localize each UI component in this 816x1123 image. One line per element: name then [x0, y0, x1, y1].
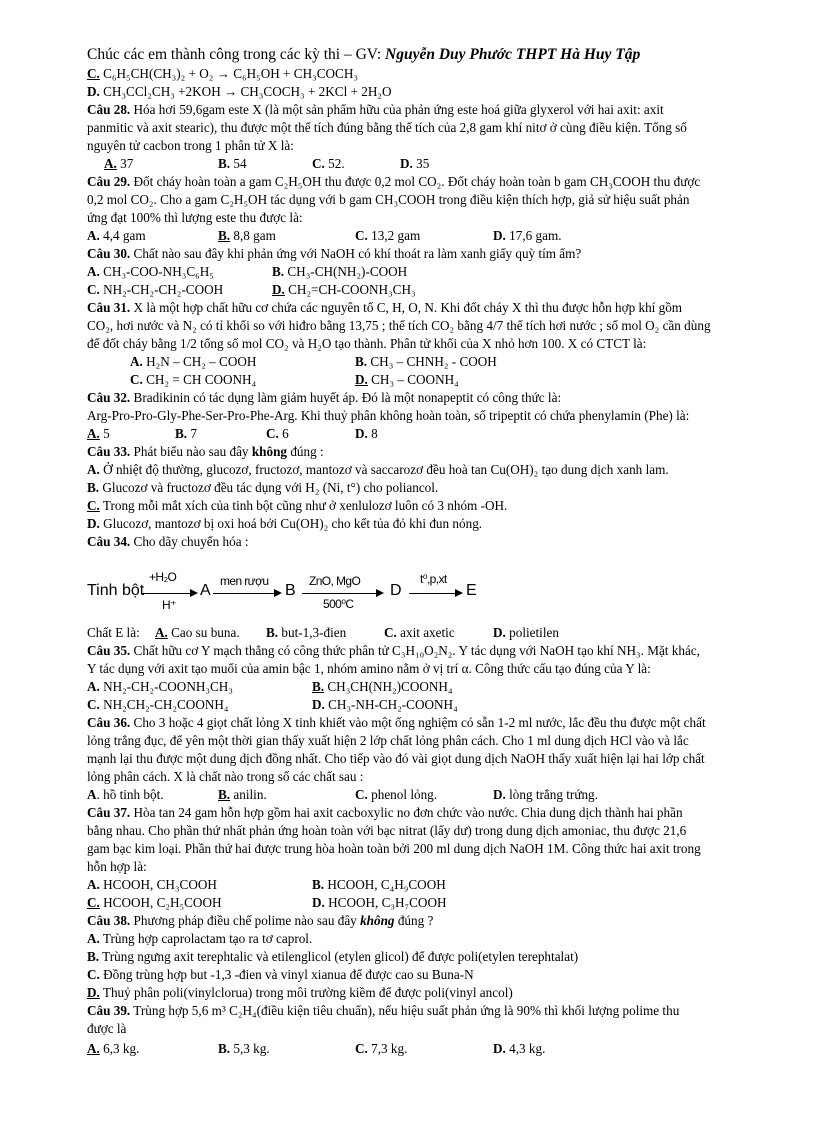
- q30-option-d: [272, 281, 416, 298]
- option-text: CH₃ – COONH₄: [367, 372, 459, 387]
- option-label: A.: [104, 156, 117, 171]
- q39-stem-line2: được là: [87, 1021, 127, 1036]
- q32-option-d: [355, 425, 378, 442]
- answer-prefix: Chất E là:: [87, 625, 140, 640]
- q28-option-d: [400, 155, 429, 172]
- option-text: CH₃ – CHNH₂ - COOH: [367, 354, 497, 369]
- option-label: B.: [266, 625, 279, 640]
- option-text: Trong mỗi mắt xích của tinh bột cũng như ở xenlulozơ luôn có 3 nhóm -OH.: [99, 498, 508, 513]
- option-label: D.: [355, 426, 368, 441]
- q31-option-c: [130, 371, 256, 388]
- arrow-right-icon: [213, 593, 280, 594]
- question-label: Câu 31.: [87, 300, 131, 315]
- option-text: CH₃CCl₂CH₃ +2KOH → CH₃COCH₃ + 2KCl + 2H₂O: [99, 84, 392, 99]
- option-text: 5,3 kg.: [230, 1041, 270, 1056]
- scheme-node-b: B: [285, 582, 296, 599]
- stem-line: Hòa tan 24 gam hỗn hợp gồm hai axit cacboxylic no đơn chức vào nước. Chia dung dịch thành hai phần: [130, 805, 683, 820]
- stem-line: Đốt cháy hoàn toàn a gam C₂H₅OH thu được 0,2 mol CO₂. Đốt cháy hoàn toàn b gam CH₃COOH thu được: [130, 174, 701, 189]
- q28-stem: [87, 101, 664, 118]
- option-label: C.: [355, 1041, 368, 1056]
- option-text: Cao su buna.: [167, 625, 240, 640]
- q36-option-a: [87, 786, 164, 803]
- q28-stem-line3: nguyên tử cacbon trong 1 phân tử X là:: [87, 138, 294, 153]
- q33-option-d: [87, 515, 482, 532]
- arrow1-condition-top: +H₂O: [149, 570, 177, 584]
- question-label: Câu 28.: [87, 102, 131, 117]
- option-text: 6: [278, 426, 289, 441]
- q35-option-a: [87, 678, 233, 695]
- stem-line: Hóa hơi 59,6gam este X (là một sản phẩm hữu của phản ứng este hoá giữa glyxerol với hai axit: axit: [130, 102, 664, 117]
- stem-text: Phương pháp điều chế polime nào sau đây: [130, 913, 361, 928]
- question-label: Câu 29.: [87, 174, 131, 189]
- q37-option-b: [312, 876, 446, 893]
- option-text: H₂N – CH₂ – COOH: [142, 354, 257, 369]
- q31-option-d: [355, 371, 459, 388]
- q38-option-d: [87, 984, 513, 1001]
- q34-stem: [87, 533, 249, 550]
- option-label: A.: [87, 931, 100, 946]
- stem-text: đúng :: [287, 444, 324, 459]
- option-text: HCOOH, C₃H₇COOH: [324, 895, 447, 910]
- option-label: B.: [218, 228, 231, 243]
- question-label: Câu 30.: [87, 246, 131, 261]
- option-text: 35: [412, 156, 430, 171]
- option-text: axit axetic: [396, 625, 455, 640]
- option-label: C.: [384, 625, 397, 640]
- option-label: B.: [175, 426, 188, 441]
- option-label: D.: [87, 84, 100, 99]
- header-author: Nguyễn Duy Phước THPT Hà Huy Tập: [385, 46, 641, 63]
- option-label: A.: [87, 426, 100, 441]
- q37-stem: [87, 804, 683, 821]
- q31-stem-line3: để đốt cháy bằng 1/2 tổng số mol CO₂ và H₂O tạo thành. Phân tử khối của X nhỏ hơn 100. X có CTCT là:: [87, 336, 647, 351]
- option-text: phenol lỏng.: [367, 787, 438, 802]
- header-text: Chúc các em thành công trong các kỳ thi – GV:: [87, 46, 385, 63]
- q33-option-c: [87, 497, 507, 514]
- scheme-node-d: D: [390, 582, 402, 599]
- q36-stem-line4: lỏng phân cách. X là chất nào trong số các chất sau :: [87, 769, 364, 784]
- option-text: 8: [367, 426, 378, 441]
- q37-option-d: [312, 894, 447, 911]
- q30-option-a: [87, 263, 214, 280]
- stem-line: Bradikinin có tác dụng làm giảm huyết áp. Đó là một nonapeptit có công thức là:: [130, 390, 562, 405]
- option-label: A.: [87, 877, 100, 892]
- q31-option-b: [355, 353, 497, 370]
- option-text: HCOOH, C₄H₉COOH: [324, 877, 446, 892]
- option-text: Ở nhiệt độ thường, glucozơ, fructozơ, mantozơ và saccarozơ đều hoà tan Cu(OH)₂ tạo dung dịch xanh lam.: [99, 462, 669, 477]
- option-text: polietilen: [505, 625, 559, 640]
- option-label: D.: [493, 625, 506, 640]
- q32-option-c: [266, 425, 289, 442]
- option-label: A.: [87, 462, 100, 477]
- q34-option-b: [266, 624, 346, 641]
- option-label: D.: [312, 697, 325, 712]
- option-text: HCOOH, CH₃COOH: [99, 877, 217, 892]
- q34-option-d: [493, 624, 559, 641]
- option-text: 5: [99, 426, 110, 441]
- option-text: but-1,3-đien: [278, 625, 347, 640]
- option-label: A.: [87, 264, 100, 279]
- q31-option-a: [130, 353, 256, 370]
- option-label: D.: [355, 372, 368, 387]
- q36-stem-line3: mạnh lại thu được một dung dịch đồng nhất. Cho tiếp vào đó vài giọt dung dịch NaOH thấy xuất hiện lại hai lớp chất: [87, 751, 705, 766]
- option-label: C.: [355, 787, 368, 802]
- option-label: B.: [218, 1041, 231, 1056]
- option-text: 8,8 gam: [230, 228, 276, 243]
- option-label: A.: [87, 1041, 100, 1056]
- q27-option-d: [87, 83, 392, 100]
- option-text: 17,6 gam.: [505, 228, 562, 243]
- stem-line: X là một hợp chất hữu cơ chứa các nguyên tố C, H, O, N. Khi đốt cháy X thì thu được hỗn hợp khí gồm: [130, 300, 683, 315]
- option-label: C.: [87, 967, 100, 982]
- q38-option-b: [87, 948, 578, 965]
- option-text: . hồ tinh bột.: [96, 787, 164, 802]
- q39-option-c: [355, 1040, 407, 1057]
- option-text: CH₃-CH(NH₂)-COOH: [284, 264, 408, 279]
- option-text: lòng trắng trứng.: [505, 787, 598, 802]
- question-label: Câu 34.: [87, 534, 131, 549]
- option-label: C.: [130, 372, 143, 387]
- q28-option-c: [312, 155, 345, 172]
- option-label: D.: [87, 985, 100, 1000]
- option-label: D.: [312, 895, 325, 910]
- option-text: NH₂-CH₂-CH₂-COOH: [99, 282, 224, 297]
- option-text: anilin.: [230, 787, 267, 802]
- option-label: B.: [355, 354, 368, 369]
- q37-option-a: [87, 876, 217, 893]
- q29-stem: [87, 173, 700, 190]
- reaction-scheme: [87, 570, 507, 620]
- question-label: Câu 33.: [87, 444, 131, 459]
- question-label: Câu 38.: [87, 913, 131, 928]
- option-text: 7,3 kg.: [367, 1041, 408, 1056]
- option-label: A.: [130, 354, 143, 369]
- q28-option-b: [218, 155, 247, 172]
- option-label: D.: [493, 1041, 506, 1056]
- q33-stem: [87, 443, 324, 460]
- q32-stem-line2: Arg-Pro-Pro-Gly-Phe-Ser-Pro-Phe-Arg. Khi thuỷ phân không hoàn toàn, số tripeptit có chứa phenylamin (Phe) là:: [87, 408, 690, 423]
- option-text: Thuỷ phân poli(vinylclorua) trong môi trường kiềm để được poli(vinyl ancol): [99, 985, 513, 1000]
- q27-option-c: [87, 65, 358, 82]
- option-label: A.: [87, 679, 100, 694]
- option-text: CH₂=CH-COONH₃CH₃: [284, 282, 416, 297]
- q28-option-a: [104, 155, 133, 172]
- option-label: D.: [272, 282, 285, 297]
- option-text: 13,2 gam: [367, 228, 421, 243]
- option-text: CH₃-NH-CH₂-COONH₄: [324, 697, 458, 712]
- q36-stem: [87, 714, 706, 731]
- q29-stem-line3: ứng đạt 100% thì lượng este thu được là:: [87, 210, 303, 225]
- q34-answers: [87, 624, 140, 641]
- q31-stem-line2: CO₂, hơi nước và N₂ có tỉ khối so với hiđro bằng 13,75 ; thể tích CO₂ bằng 4/7 thể tích hơi nước ; số mol O₂ cần dùng: [87, 318, 711, 333]
- question-label: Câu 37.: [87, 805, 131, 820]
- q36-option-b: [218, 786, 267, 803]
- q32-option-a: [87, 425, 110, 442]
- q35-stem-line2: Y tác dụng với axit tạo muối của amin bậc 1, nhóm amino nằm ở vị trí α. Công thức cấu tạo đúng của Y là:: [87, 661, 651, 676]
- q31-stem: [87, 299, 682, 316]
- option-label: C.: [355, 228, 368, 243]
- q38-option-a: [87, 930, 312, 947]
- option-text: Trùng ngưng axit terephtalic và etilenglicol (etylen glicol) để được poli(etylen terephtalat): [99, 949, 579, 964]
- option-label: B.: [87, 480, 100, 495]
- q39-option-a: [87, 1040, 139, 1057]
- option-text: Glucozơ, mantozơ bị oxi hoá bởi Cu(OH)₂ cho kết tủa đỏ khi đun nóng.: [99, 516, 483, 531]
- option-label: C.: [87, 282, 100, 297]
- q35-option-d: [312, 696, 458, 713]
- q30-option-c: [87, 281, 223, 298]
- stem-emphasis: không: [251, 444, 288, 459]
- option-text: CH₂ = CH COONH₄: [142, 372, 257, 387]
- q29-option-c: [355, 227, 420, 244]
- option-label: B.: [87, 949, 100, 964]
- option-label: B.: [312, 877, 325, 892]
- q34-option-c: [384, 624, 455, 641]
- q37-option-c: [87, 894, 222, 911]
- option-text: CH₃CH(NH₂)COONH₄: [324, 679, 453, 694]
- arrow4-condition-top: t⁰,p,xt: [420, 572, 447, 586]
- option-text: 37: [116, 156, 134, 171]
- option-label: C.: [87, 66, 100, 81]
- q37-stem-line4: hỗn hợp là:: [87, 859, 147, 874]
- stem-line: Trùng hợp 5,6 m³ C₂H₄(điều kiện tiêu chuẩn), nếu hiệu suất phản ứng là 90% thì khối lượng polime thu: [130, 1003, 680, 1018]
- option-text: 4,3 kg.: [505, 1041, 546, 1056]
- option-label: C.: [87, 697, 100, 712]
- stem-text: đúng ?: [394, 913, 434, 928]
- stem-line: Cho 3 hoặc 4 giọt chất lỏng X tinh khiết vào một ống nghiệm có sẵn 1-2 ml nước, lắc đều thu được một chất: [130, 715, 706, 730]
- q32-stem: [87, 389, 561, 406]
- q30-stem: [87, 245, 581, 262]
- option-text: 6,3 kg.: [99, 1041, 140, 1056]
- q29-option-b: [218, 227, 276, 244]
- option-label: C.: [266, 426, 279, 441]
- option-label: B.: [312, 679, 325, 694]
- q39-option-b: [218, 1040, 270, 1057]
- option-text: C₆H₅CH(CH₃)₂ + O₂ → C₆H₅OH + CH₃COCH₃: [99, 66, 358, 81]
- option-label: A.: [155, 625, 168, 640]
- option-text: CH₃-COO-NH₃C₆H₅: [99, 264, 214, 279]
- q33-option-a: [87, 461, 669, 478]
- q34-option-a: [155, 624, 240, 641]
- option-label: D.: [400, 156, 413, 171]
- question-label: Câu 35.: [87, 643, 131, 658]
- option-label: B.: [218, 787, 231, 802]
- q39-option-d: [493, 1040, 545, 1057]
- question-label: Câu 39.: [87, 1003, 131, 1018]
- option-label: B.: [218, 156, 231, 171]
- arrow-right-icon: [142, 593, 196, 594]
- arrow-right-icon: [409, 593, 461, 594]
- scheme-node-a: A: [200, 582, 211, 599]
- option-label: D.: [493, 787, 506, 802]
- q38-option-c: [87, 966, 474, 983]
- q30-option-b: [272, 263, 407, 280]
- q37-stem-line2: bằng nhau. Cho phần thứ nhất phản ứng hoàn toàn với bạc nitrat (lấy dư) trong dung dịch amoniac, thu được 21,6: [87, 823, 687, 838]
- q35-stem: [87, 642, 700, 659]
- option-text: Glucozơ và fructozơ đều tác dụng với H₂ (Ni, t°) cho poliancol.: [99, 480, 439, 495]
- arrow-right-icon: [302, 593, 382, 594]
- scheme-node-e: E: [466, 582, 477, 599]
- page-header: [87, 45, 640, 64]
- q28-stem-line2: panmitic và axit stearic), thu được một thể tích đúng bằng thể tích của 2,8 gam khí nitơ ở cùng điều kiện. Tổng số: [87, 120, 687, 135]
- option-text: 7: [187, 426, 197, 441]
- arrow1-condition-bottom: H⁺: [162, 598, 176, 612]
- q35-option-c: [87, 696, 228, 713]
- q36-stem-line2: lỏng trắng đục, để yên một thời gian thấy xuất hiện 2 lớp chất lỏng phân cách. Cho 1 ml dung dịch HCl vào và lắc: [87, 733, 689, 748]
- q36-option-d: [493, 786, 598, 803]
- stem-line: Chất nào sau đây khi phản ứng với NaOH có khí thoát ra làm xanh giấy quỳ tím ẩm?: [130, 246, 582, 261]
- option-text: HCOOH, C₂H₅COOH: [99, 895, 222, 910]
- question-label: Câu 32.: [87, 390, 131, 405]
- arrow2-condition-top: men rượu: [220, 574, 269, 588]
- arrow3-condition-bottom: 500⁰C: [323, 597, 354, 611]
- option-label: D.: [87, 516, 100, 531]
- stem-text: Cho dãy chuyển hóa :: [130, 534, 249, 549]
- option-text: Đồng trùng hợp but -1,3 -đien và vinyl xianua để được cao su Buna-N: [99, 967, 474, 982]
- option-label: C.: [87, 498, 100, 513]
- q33-option-b: [87, 479, 438, 496]
- stem-line: Chất hữu cơ Y mạch thẳng có công thức phân tử C₃H₁₀O₂N₂. Y tác dụng với NaOH tạo khí NH₃. Mặt khác,: [130, 643, 700, 658]
- stem-text: Phát biểu nào sau đây: [130, 444, 252, 459]
- option-label: A: [87, 787, 97, 802]
- option-text: Trùng hợp caprolactam tạo ra tơ caprol.: [99, 931, 313, 946]
- option-text: 4,4 gam: [99, 228, 146, 243]
- q38-stem: [87, 912, 433, 929]
- option-text: 52.: [324, 156, 345, 171]
- scheme-start: Tinh bột: [87, 582, 145, 599]
- option-label: B.: [272, 264, 285, 279]
- option-text: 54: [230, 156, 247, 171]
- option-text: NH₂CH₂-CH₂COONH₄: [99, 697, 229, 712]
- q29-option-d: [493, 227, 562, 244]
- q39-stem: [87, 1002, 679, 1019]
- arrow3-condition-top: ZnO, MgO: [309, 574, 361, 588]
- q37-stem-line3: gam bạc kim loại. Phần thứ hai được trung hòa hoàn toàn bởi 200 ml dung dịch NaOH 1M. Công thức hai axit trong: [87, 841, 701, 856]
- option-label: D.: [493, 228, 506, 243]
- question-label: Câu 36.: [87, 715, 131, 730]
- q29-stem-line2: 0,2 mol CO₂. Cho a gam C₂H₅OH tác dụng với b gam CH₃COOH trong điều kiện thích hợp, giả sử hiệu suất phản: [87, 192, 690, 207]
- stem-emphasis: không: [360, 913, 395, 928]
- q35-option-b: [312, 678, 453, 695]
- option-text: NH₂-CH₂-COONH₃CH₃: [99, 679, 233, 694]
- q36-option-c: [355, 786, 437, 803]
- q29-option-a: [87, 227, 146, 244]
- option-label: C.: [312, 156, 325, 171]
- option-label: C.: [87, 895, 100, 910]
- q32-option-b: [175, 425, 197, 442]
- option-label: A.: [87, 228, 100, 243]
